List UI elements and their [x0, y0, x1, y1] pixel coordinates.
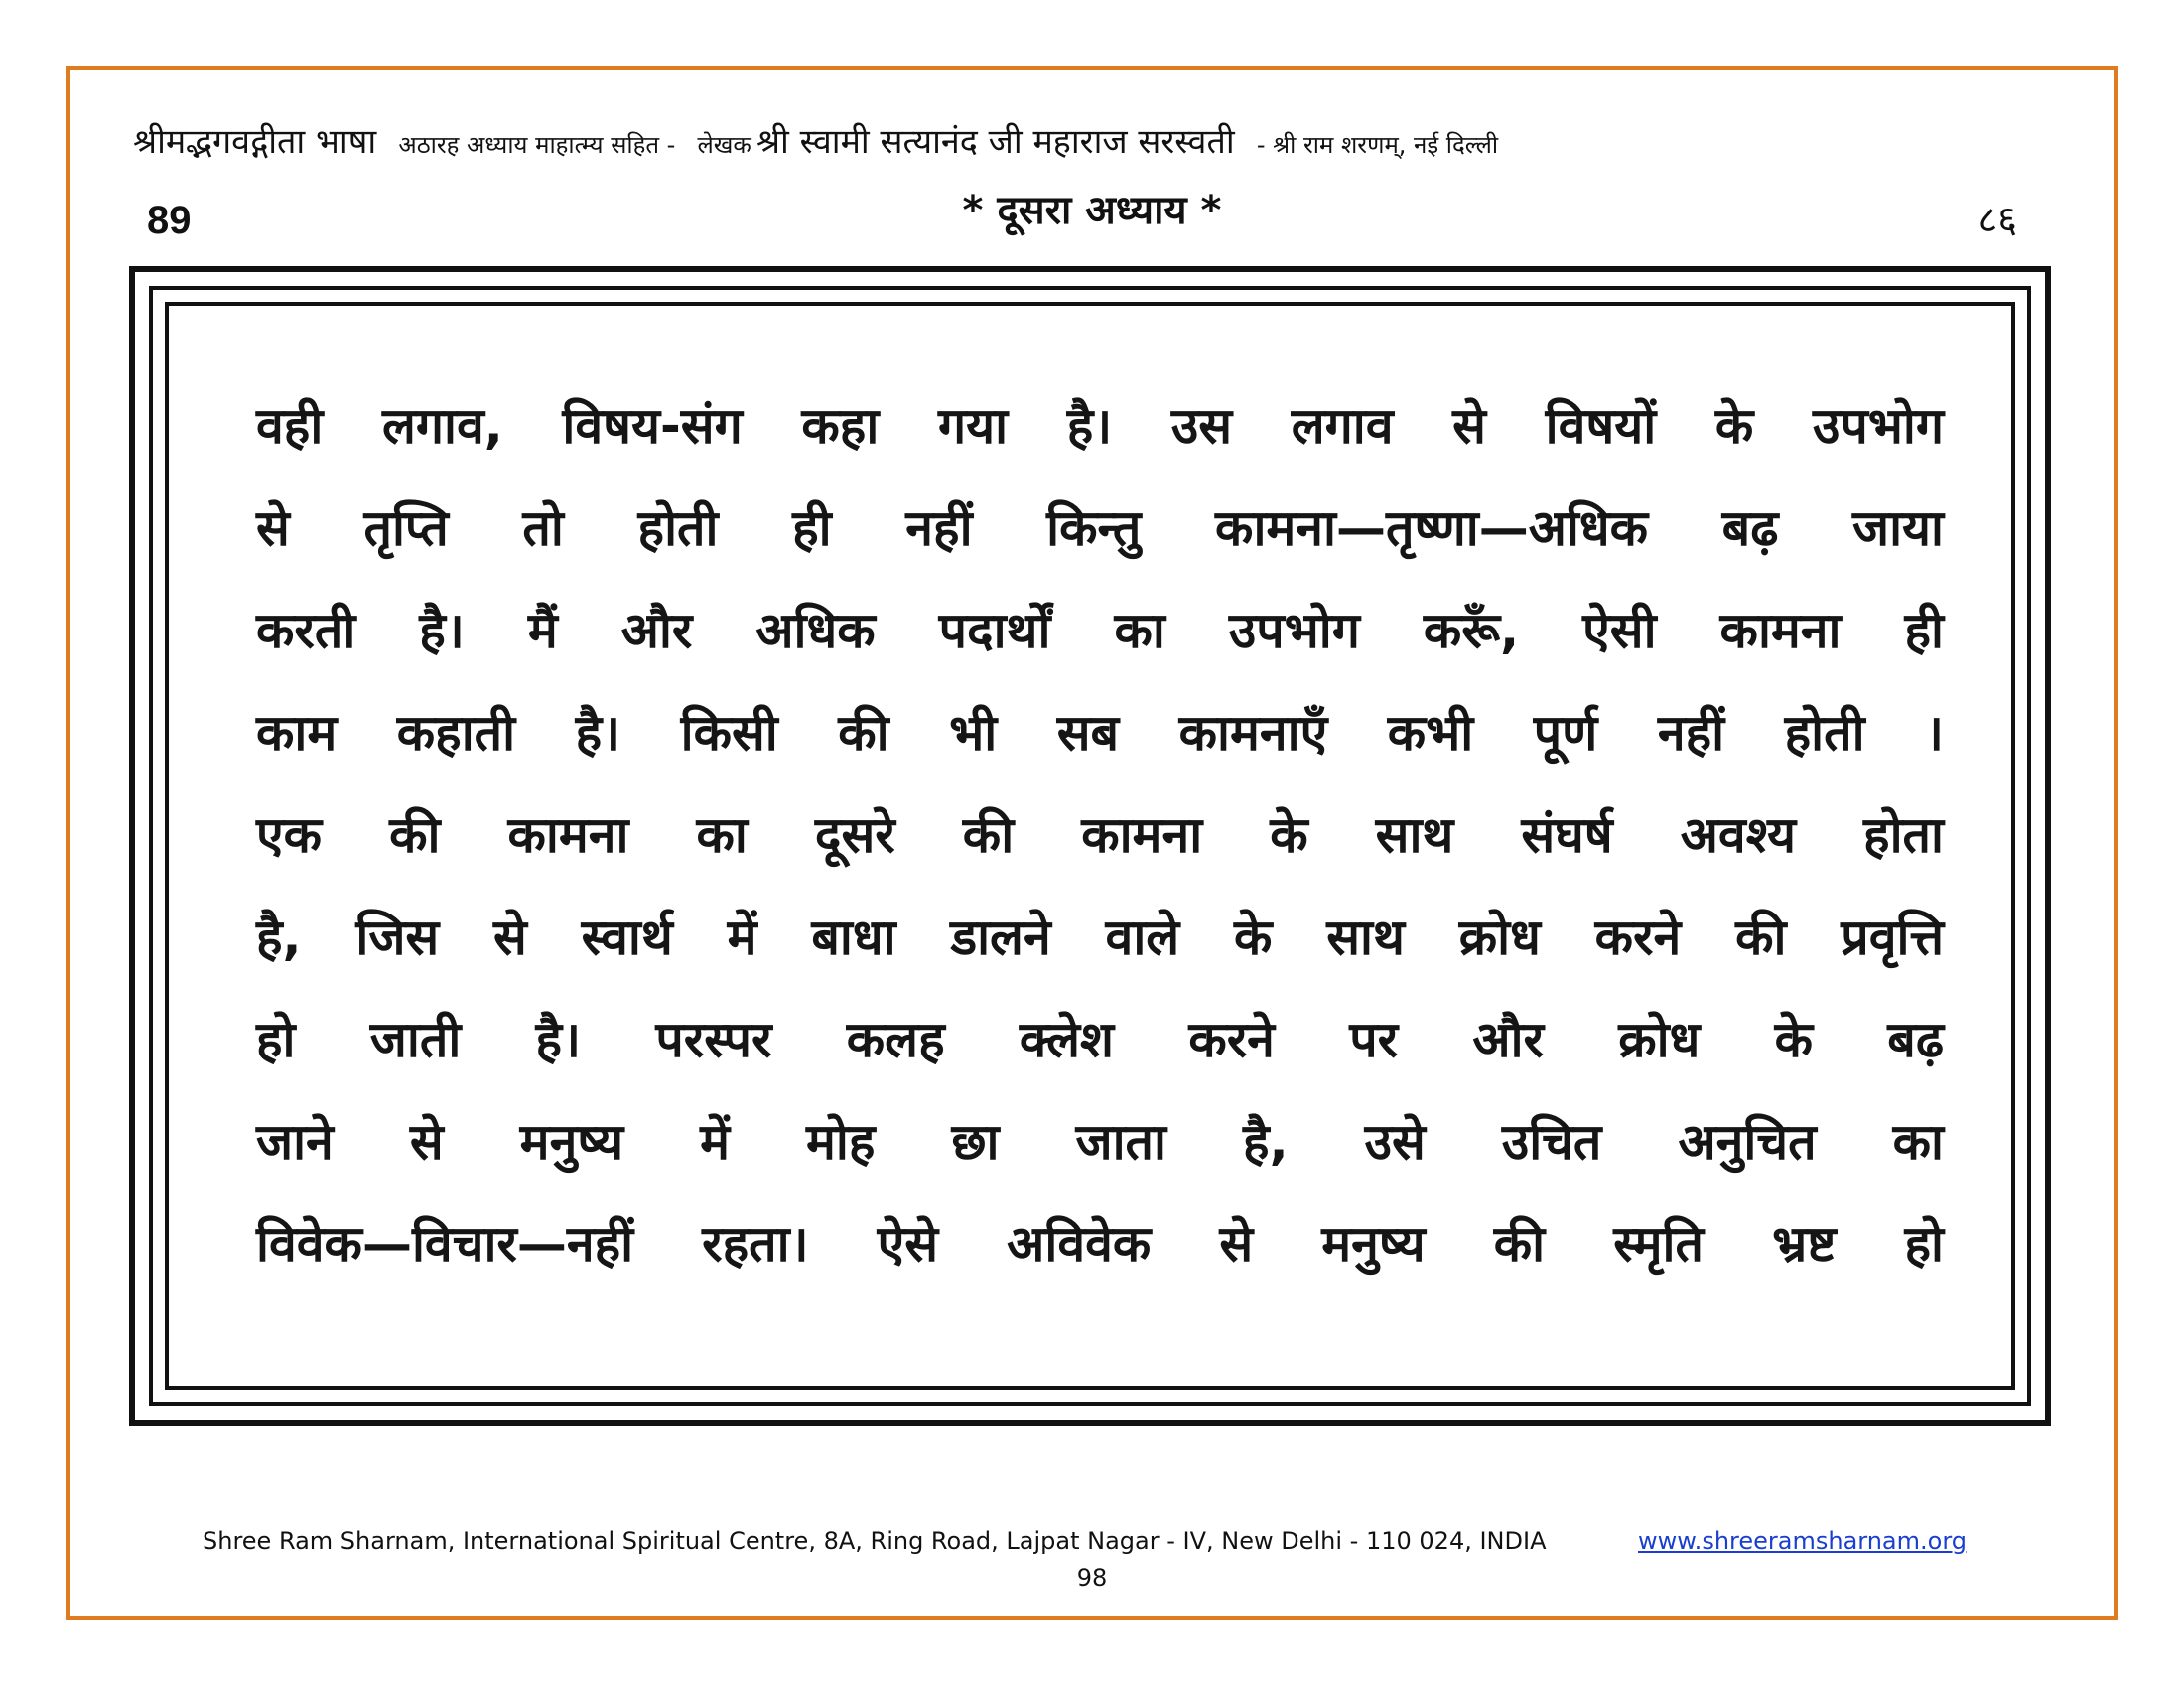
body-line: एक की कामना का दूसरे की कामना के साथ संघर्ष अवश्य होता: [256, 806, 1944, 864]
body-line: जाने से मनुष्य में मोह छा जाता है, उसे उचित अनुचित का: [256, 1113, 1944, 1171]
chapter-title: * दूसरा अध्याय *: [962, 188, 1222, 233]
footer-address: Shree Ram Sharnam, International Spiritual Centre, 8A, Ring Road, Lajpat Nagar - IV, New Delhi - 110 024, INDIA: [203, 1527, 1547, 1555]
body-line: विवेक—विचार—नहीं रहता। ऐसे अविवेक से मनुष्य की स्मृति भ्रष्ट हो: [256, 1215, 1944, 1273]
website-link[interactable]: www.shreeramsharnam.org: [1638, 1527, 1968, 1555]
footer-page-number: 98: [1076, 1564, 1108, 1592]
body-line: हो जाती है। परस्पर कलह क्लेश करने पर और क्रोध के बढ़: [256, 1011, 1944, 1068]
page-number-left: 89: [147, 199, 192, 242]
text-frame-middle-border: [149, 286, 2031, 1406]
text-frame: [129, 266, 2051, 1426]
publisher: - श्री राम शरणम्, नई दिल्ली: [1256, 131, 1499, 159]
running-header: [133, 117, 2059, 173]
text-frame-inner-border: [165, 302, 2015, 1390]
book-subtitle: अठारह अध्याय माहात्म्य सहित -: [398, 131, 676, 159]
body-line: है, जिस से स्वार्थ में बाधा डालने वाले के साथ क्रोध करने की प्रवृत्ति: [256, 909, 1944, 966]
body-text: [256, 375, 1944, 1296]
body-line: से तृप्ति तो होती ही नहीं किन्तु कामना—तृष्णा—अधिक बढ़ जाया: [256, 499, 1944, 557]
page-number-right: ८६: [1978, 198, 2017, 241]
author-name: श्री स्वामी सत्यानंद जी महाराज सरस्वती: [755, 122, 1235, 162]
body-line: वही लगाव, विषय-संग कहा गया है। उस लगाव से विषयों के उपभोग: [256, 397, 1944, 455]
author-prefix: लेखक: [697, 131, 751, 159]
book-title: श्रीमद्भगवद्गीता भाषा: [133, 122, 377, 162]
body-line: करती है। मैं और अधिक पदार्थों का उपभोग करूँ, ऐसी कामना ही: [256, 602, 1944, 659]
body-line: काम कहाती है। किसी की भी सब कामनाएँ कभी पूर्ण नहीं होती ।: [256, 704, 1944, 762]
